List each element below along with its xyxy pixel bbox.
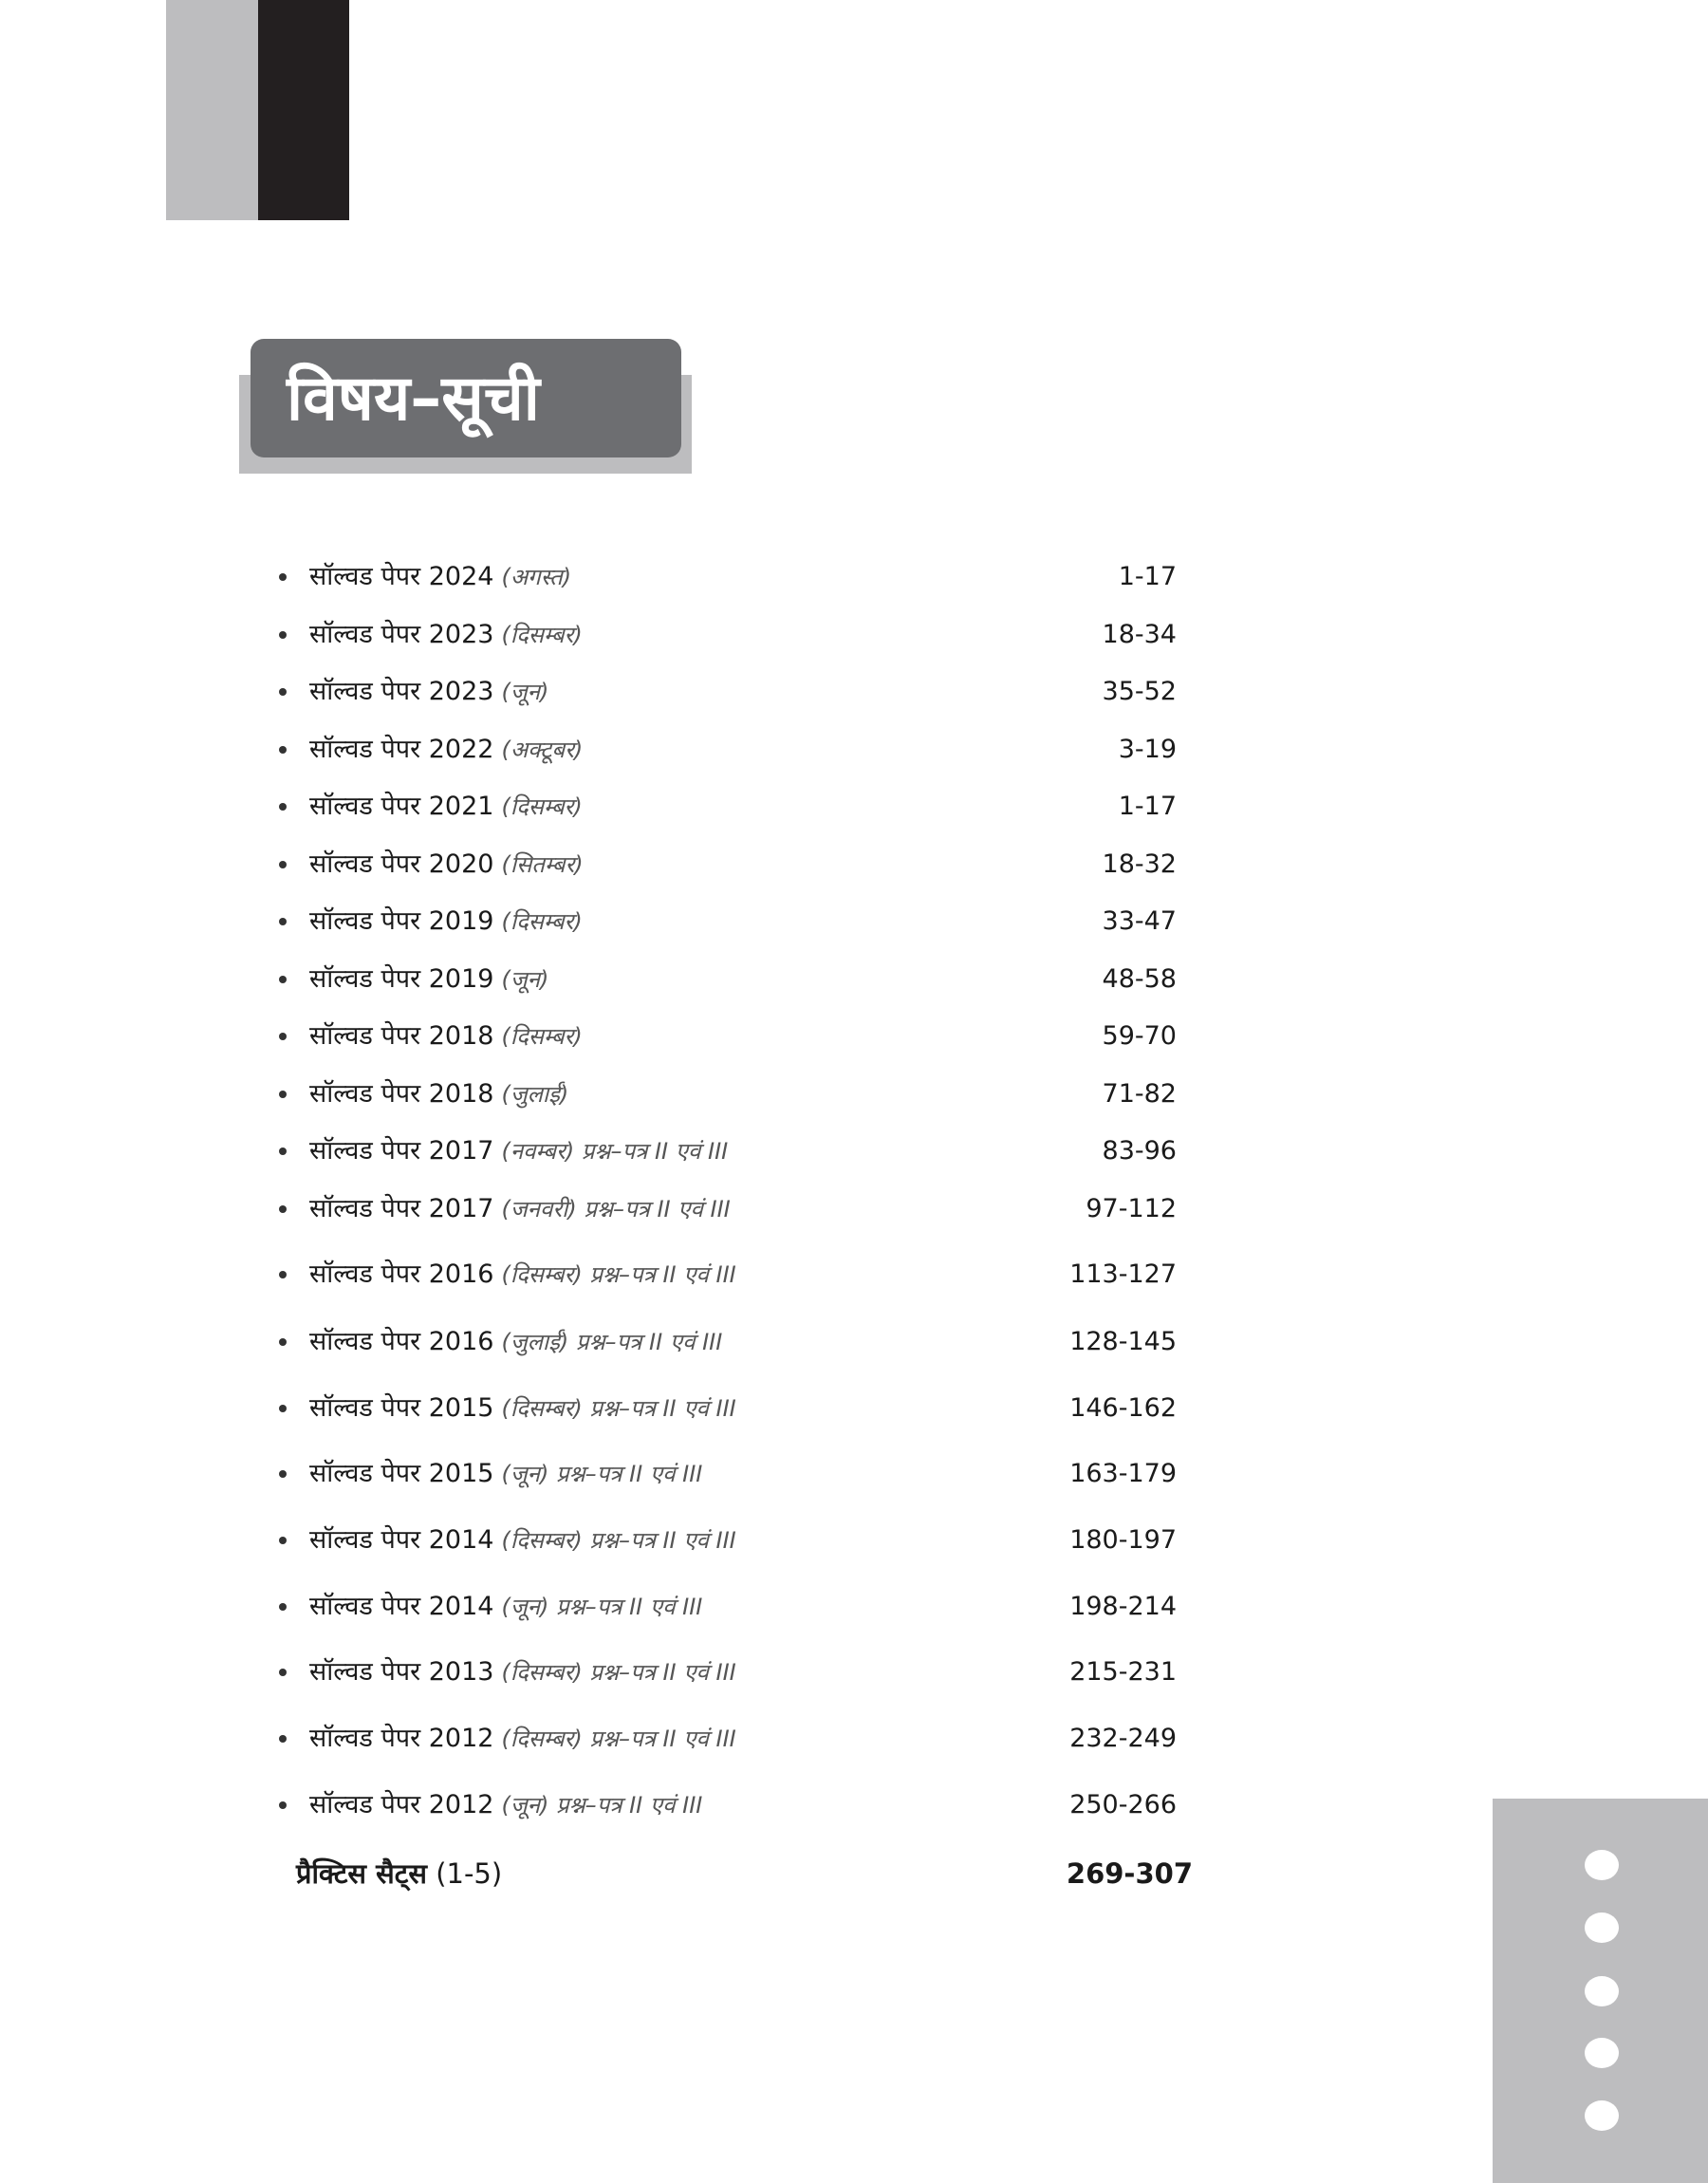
toc-entry-pages: 128-145 xyxy=(1069,1327,1177,1356)
tab-dot-icon xyxy=(1585,2038,1619,2068)
toc-entry-pages: 163-179 xyxy=(1069,1459,1177,1488)
toc-entry-note: (जनवरी) प्रश्न–पत्र II एवं III xyxy=(501,1196,731,1222)
toc-entry-pages: 232-249 xyxy=(1069,1724,1177,1753)
toc-entry-title: सॉल्वड पेपर 2023 xyxy=(309,620,494,649)
toc-entry-label xyxy=(309,1455,702,1493)
bullet-icon xyxy=(279,1669,287,1676)
table-of-contents xyxy=(275,0,1193,2183)
toc-entry[interactable] xyxy=(275,616,1177,654)
toc-entry-pages: 48-58 xyxy=(1102,964,1177,994)
tab-dot-icon xyxy=(1585,1912,1619,1943)
toc-entry-title: सॉल्वड पेपर 2018 xyxy=(309,1021,494,1051)
side-tab xyxy=(1493,1799,1708,2183)
toc-entry-title: सॉल्वड पेपर 2022 xyxy=(309,735,494,764)
toc-entry-pages: 33-47 xyxy=(1102,906,1177,936)
toc-entry-note: (दिसम्बर) xyxy=(501,793,583,820)
toc-entry-pages: 59-70 xyxy=(1102,1021,1177,1051)
toc-entry[interactable] xyxy=(275,558,1177,596)
toc-entry[interactable] xyxy=(275,788,1177,826)
toc-entry-label xyxy=(309,1653,736,1691)
toc-entry-title: सॉल्वड पेपर 2017 xyxy=(309,1136,494,1166)
toc-entry-pages: 180-197 xyxy=(1069,1525,1177,1555)
bullet-icon xyxy=(279,1271,287,1278)
toc-entry-label xyxy=(309,1190,731,1228)
tab-dot-icon xyxy=(1585,1850,1619,1880)
toc-entry-note: (अक्टूबर) xyxy=(501,737,584,763)
toc-entry-pages: 215-231 xyxy=(1069,1657,1177,1687)
toc-entry-title: सॉल्वड पेपर 2020 xyxy=(309,849,494,879)
practice-sets-title: प्रैक्टिस सैट्स xyxy=(296,1857,427,1890)
toc-entry[interactable] xyxy=(275,961,1177,998)
toc-entry-label xyxy=(309,1720,736,1758)
tab-dot-icon xyxy=(1585,1976,1619,2006)
toc-entry-note: (जून) प्रश्न–पत्र II एवं III xyxy=(501,1594,703,1620)
toc-entry-pages: 198-214 xyxy=(1069,1592,1177,1621)
toc-entry[interactable] xyxy=(275,731,1177,769)
toc-entry-label xyxy=(309,1132,728,1170)
toc-entry-title: सॉल्वड पेपर 2018 xyxy=(309,1079,494,1109)
toc-entry[interactable] xyxy=(275,1588,1177,1626)
bullet-icon xyxy=(279,1537,287,1544)
toc-entry-note: (दिसम्बर) प्रश्न–पत्र II एवं III xyxy=(501,1261,736,1288)
bullet-icon xyxy=(279,861,287,868)
page-title: विषय–सूची xyxy=(251,339,681,457)
toc-entry-title: सॉल्वड पेपर 2013 xyxy=(309,1657,494,1687)
toc-entry-pages: 71-82 xyxy=(1102,1079,1177,1109)
toc-entry[interactable] xyxy=(275,1390,1177,1427)
toc-entry-pages: 18-32 xyxy=(1102,849,1177,879)
bullet-icon xyxy=(279,803,287,811)
bullet-icon xyxy=(279,1091,287,1098)
toc-entry[interactable] xyxy=(275,673,1177,711)
toc-entry-title: सॉल्वड पेपर 2016 xyxy=(309,1327,494,1356)
toc-entry-label xyxy=(309,1075,568,1113)
toc-entry-pages: 3-19 xyxy=(1118,735,1177,764)
toc-entry[interactable] xyxy=(275,1455,1177,1493)
toc-entry[interactable] xyxy=(275,1256,1177,1294)
toc-entry-pages: 250-266 xyxy=(1069,1790,1177,1819)
toc-entry-label xyxy=(309,731,583,769)
bullet-icon xyxy=(279,1801,287,1809)
toc-entry[interactable] xyxy=(275,903,1177,941)
toc-entry-label xyxy=(309,1521,736,1559)
toc-entry-label xyxy=(309,1588,702,1626)
toc-entry-title: सॉल्वड पेपर 2019 xyxy=(309,964,494,994)
toc-entry-note: (जुलाई) xyxy=(501,1081,569,1108)
toc-entry[interactable] xyxy=(275,1132,1177,1170)
toc-entry-note: (नवम्बर) प्रश्न–पत्र II एवं III xyxy=(501,1138,729,1165)
toc-entry[interactable] xyxy=(275,1720,1177,1758)
toc-entry-note: (दिसम्बर) प्रश्न–पत्र II एवं III xyxy=(501,1527,736,1554)
bullet-icon xyxy=(279,918,287,925)
toc-entry-title: सॉल्वड पेपर 2016 xyxy=(309,1259,494,1289)
toc-entry-note: (दिसम्बर) xyxy=(501,622,583,648)
toc-entry-label xyxy=(309,1256,736,1294)
bullet-icon xyxy=(279,1205,287,1213)
bullet-icon xyxy=(279,1338,287,1346)
practice-sets-entry[interactable] xyxy=(296,1854,1197,1894)
toc-entry[interactable] xyxy=(275,1653,1177,1691)
toc-entry-note: (जून) xyxy=(501,679,549,705)
toc-entry-pages: 18-34 xyxy=(1102,620,1177,649)
toc-entry-title: सॉल्वड पेपर 2014 xyxy=(309,1592,494,1621)
toc-entry-title: सॉल्वड पेपर 2015 xyxy=(309,1459,494,1488)
toc-entry-pages: 97-112 xyxy=(1086,1194,1177,1223)
toc-entry-label xyxy=(309,1017,583,1055)
toc-entry-note: (जुलाई) प्रश्न–पत्र II एवं III xyxy=(501,1329,723,1355)
toc-entry-title: सॉल्वड पेपर 2021 xyxy=(309,792,494,821)
toc-entry-label xyxy=(309,673,548,711)
toc-entry-pages: 146-162 xyxy=(1069,1393,1177,1423)
toc-entry-pages: 1-17 xyxy=(1118,792,1177,821)
bullet-icon xyxy=(279,1405,287,1412)
tab-dot-icon xyxy=(1585,2100,1619,2131)
toc-entry-label xyxy=(309,616,583,654)
toc-entry-pages: 113-127 xyxy=(1069,1259,1177,1289)
toc-entry-pages: 1-17 xyxy=(1118,562,1177,591)
toc-entry-pages: 83-96 xyxy=(1102,1136,1177,1166)
bullet-icon xyxy=(279,1735,287,1743)
toc-entry[interactable] xyxy=(275,1323,1177,1361)
bullet-icon xyxy=(279,631,287,639)
toc-entry-title: सॉल्वड पेपर 2017 xyxy=(309,1194,494,1223)
toc-entry-note: (जून) प्रश्न–पत्र II एवं III xyxy=(501,1461,703,1487)
practice-sets-range: (1-5) xyxy=(436,1857,503,1890)
bullet-icon xyxy=(279,1033,287,1040)
toc-entry-label xyxy=(309,1390,736,1427)
toc-entry-title: सॉल्वड पेपर 2015 xyxy=(309,1393,494,1423)
corner-decoration-light xyxy=(166,0,258,220)
toc-entry[interactable] xyxy=(275,1786,1177,1824)
toc-entry[interactable] xyxy=(275,1190,1177,1228)
bullet-icon xyxy=(279,573,287,581)
toc-entry-title: सॉल्वड पेपर 2024 xyxy=(309,562,494,591)
toc-entry[interactable] xyxy=(275,846,1177,884)
toc-entry-title: सॉल्वड पेपर 2019 xyxy=(309,906,494,936)
bullet-icon xyxy=(279,1603,287,1611)
toc-entry-label xyxy=(309,903,583,941)
toc-entry[interactable] xyxy=(275,1017,1177,1055)
toc-entry-note: (दिसम्बर) प्रश्न–पत्र II एवं III xyxy=(501,1726,736,1752)
toc-entry-note: (सितम्बर) xyxy=(501,851,584,878)
toc-entry-title: सॉल्वड पेपर 2014 xyxy=(309,1525,494,1555)
bullet-icon xyxy=(279,1147,287,1155)
practice-sets-pages: 269-307 xyxy=(1066,1857,1193,1890)
toc-entry-note: (जून) प्रश्न–पत्र II एवं III xyxy=(501,1792,703,1819)
toc-entry-title: सॉल्वड पेपर 2023 xyxy=(309,677,494,706)
toc-entry-pages: 35-52 xyxy=(1102,677,1177,706)
toc-entry[interactable] xyxy=(275,1075,1177,1113)
toc-entry[interactable] xyxy=(275,1521,1177,1559)
toc-entry-label xyxy=(309,1786,702,1824)
toc-entry-note: (अगस्त) xyxy=(501,564,572,590)
toc-entry-note: (जून) xyxy=(501,966,549,993)
toc-entry-label xyxy=(309,961,548,998)
toc-entry-title: सॉल्वड पेपर 2012 xyxy=(309,1790,494,1819)
toc-entry-label xyxy=(309,558,571,596)
toc-entry-note: (दिसम्बर) प्रश्न–पत्र II एवं III xyxy=(501,1659,736,1686)
bullet-icon xyxy=(279,1470,287,1478)
toc-entry-label xyxy=(309,846,584,884)
bullet-icon xyxy=(279,688,287,696)
bullet-icon xyxy=(279,746,287,754)
toc-entry-title: सॉल्वड पेपर 2012 xyxy=(309,1724,494,1753)
toc-entry-note: (दिसम्बर) प्रश्न–पत्र II एवं III xyxy=(501,1395,736,1422)
toc-entry-label xyxy=(309,1323,722,1361)
bullet-icon xyxy=(279,976,287,983)
toc-entry-note: (दिसम्बर) xyxy=(501,1023,583,1050)
toc-entry-label xyxy=(309,788,583,826)
toc-entry-note: (दिसम्बर) xyxy=(501,908,583,935)
